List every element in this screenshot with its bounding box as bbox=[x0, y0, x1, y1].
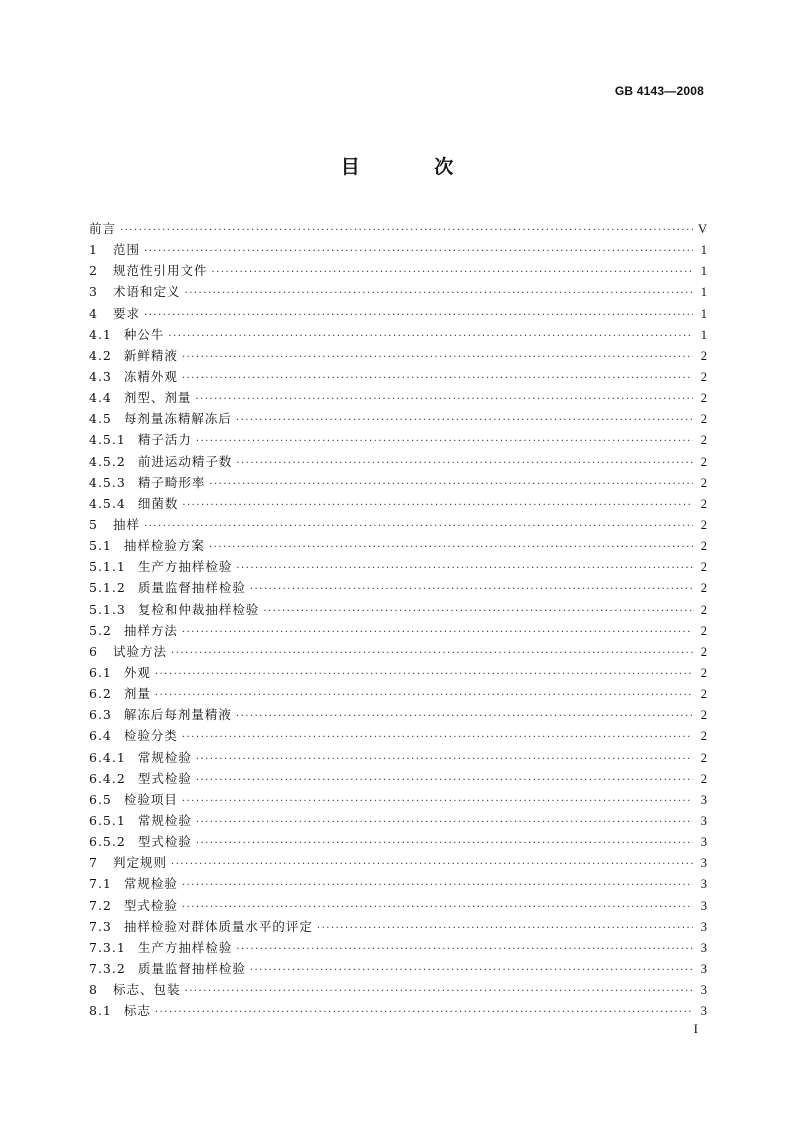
toc-leader-dots bbox=[196, 817, 693, 828]
toc-entry-number: 7.1 bbox=[89, 876, 112, 892]
toc-entry-number: 6 bbox=[89, 643, 98, 659]
toc-entry[interactable] bbox=[89, 980, 707, 1001]
toc-entry-page: 2 bbox=[700, 581, 707, 596]
toc-entry[interactable] bbox=[89, 811, 707, 832]
toc-entry-page: 2 bbox=[700, 475, 707, 490]
page-number: I bbox=[693, 1021, 698, 1036]
toc-leader-dots bbox=[144, 246, 693, 257]
page-title: 目 次 bbox=[340, 156, 488, 178]
toc-entry[interactable] bbox=[89, 325, 707, 346]
toc-entry-page: 2 bbox=[700, 729, 707, 744]
toc-entry-title: 质量监督抽样检验 bbox=[137, 580, 246, 596]
toc-entry-title: 试验方法 bbox=[113, 643, 168, 659]
toc-entry-number: 7.3.2 bbox=[89, 960, 126, 976]
toc-entry-title: 型式检验 bbox=[137, 770, 192, 786]
toc-entry-number: 5.1.1 bbox=[89, 559, 126, 575]
toc-entry-number: 4.5 bbox=[89, 411, 112, 427]
toc-entry-title: 剂型、剂量 bbox=[123, 390, 192, 406]
toc-entry-title: 质量监督抽样检验 bbox=[137, 960, 246, 976]
toc-leader-dots bbox=[263, 606, 693, 617]
toc-entry[interactable] bbox=[89, 219, 707, 240]
toc-entry-page: 2 bbox=[700, 750, 707, 765]
toc-leader-dots bbox=[236, 563, 693, 574]
toc-entry-page: 2 bbox=[700, 623, 707, 638]
toc-entry-number: 7.2 bbox=[89, 897, 112, 913]
toc-entry[interactable] bbox=[89, 388, 707, 409]
toc-entry-title: 型式检验 bbox=[137, 834, 192, 850]
toc-entry[interactable] bbox=[89, 557, 707, 578]
toc-entry-title: 前言 bbox=[89, 221, 117, 236]
toc-entry-title: 常规检验 bbox=[137, 749, 192, 765]
toc-entry-number: 5.2 bbox=[89, 622, 112, 638]
toc-leader-dots bbox=[196, 754, 693, 765]
toc-leader-dots bbox=[185, 288, 693, 299]
toc-entry[interactable] bbox=[89, 430, 707, 451]
toc-entry-title: 生产方抽样检验 bbox=[137, 559, 233, 575]
toc-entry[interactable] bbox=[89, 367, 707, 388]
toc-leader-dots bbox=[236, 458, 693, 469]
toc-entry-number: 5.1 bbox=[89, 538, 112, 554]
toc-leader-dots bbox=[250, 965, 693, 976]
toc-entry-page: 3 bbox=[700, 813, 707, 828]
toc-entry-title: 标志、包装 bbox=[113, 982, 181, 998]
toc-entry-title: 抽样检验方案 bbox=[123, 538, 205, 554]
toc-entry-page: 3 bbox=[700, 919, 707, 934]
toc-entry-number: 6.5.2 bbox=[89, 834, 126, 850]
toc-entry-page: 3 bbox=[700, 877, 707, 892]
toc-entry-page: V bbox=[697, 222, 707, 236]
toc-entry-page: 1 bbox=[700, 243, 707, 258]
toc-entry[interactable] bbox=[89, 790, 707, 811]
toc-entry[interactable] bbox=[89, 578, 707, 599]
toc-entry[interactable] bbox=[89, 494, 707, 515]
toc-entry-number: 4.5.1 bbox=[89, 432, 126, 448]
toc-entry-title: 抽样方法 bbox=[123, 622, 178, 638]
toc-entry-title: 要求 bbox=[113, 305, 141, 321]
toc-entry[interactable] bbox=[89, 600, 707, 621]
toc-entry[interactable] bbox=[89, 917, 707, 938]
toc-entry-page: 1 bbox=[700, 285, 707, 300]
toc-entry[interactable] bbox=[89, 959, 707, 980]
toc-leader-dots bbox=[236, 944, 693, 955]
toc-entry[interactable] bbox=[89, 282, 707, 303]
toc-entry-number: 6.5 bbox=[89, 791, 112, 807]
toc-entry[interactable] bbox=[89, 769, 707, 790]
toc-entry-title: 复检和仲裁抽样检验 bbox=[137, 601, 260, 617]
toc-entry-page: 3 bbox=[700, 898, 707, 913]
toc-entry[interactable] bbox=[89, 1001, 707, 1022]
toc-entry-title: 范围 bbox=[113, 242, 141, 258]
toc-entry-number: 6.3 bbox=[89, 707, 112, 723]
toc-leader-dots bbox=[185, 986, 693, 997]
toc-entry[interactable] bbox=[89, 874, 707, 895]
toc-entry-number: 7 bbox=[89, 855, 98, 871]
toc-entry-title: 精子活力 bbox=[137, 432, 192, 448]
toc-entry[interactable] bbox=[89, 705, 707, 726]
standard-code: GB 4143—2008 bbox=[614, 84, 704, 98]
toc-entry-page: 3 bbox=[700, 983, 707, 998]
toc-entry-page: 2 bbox=[700, 496, 707, 511]
toc-entry-page: 3 bbox=[700, 1004, 707, 1019]
toc-leader-dots bbox=[182, 373, 693, 384]
toc-entry-title: 常规检验 bbox=[123, 876, 178, 892]
toc-entry[interactable] bbox=[89, 261, 707, 282]
toc-entry-number: 4 bbox=[89, 305, 98, 321]
toc-entry-title: 规范性引用文件 bbox=[113, 263, 208, 279]
toc-entry[interactable] bbox=[89, 452, 707, 473]
toc-entry-number: 5.1.3 bbox=[89, 601, 126, 617]
toc-entry-page: 2 bbox=[700, 539, 707, 554]
toc-entry[interactable] bbox=[89, 473, 707, 494]
toc-entry[interactable] bbox=[89, 621, 707, 642]
toc-entry-number: 8.1 bbox=[89, 1003, 112, 1019]
toc-entry-page: 2 bbox=[700, 665, 707, 680]
toc-leader-dots bbox=[168, 331, 693, 342]
toc-entry-page: 2 bbox=[700, 454, 707, 469]
toc-leader-dots bbox=[155, 669, 693, 680]
toc-entry-number: 7.3 bbox=[89, 918, 112, 934]
toc-entry-title: 判定规则 bbox=[113, 855, 168, 871]
toc-leader-dots bbox=[236, 415, 693, 426]
toc-entry-page: 2 bbox=[700, 708, 707, 723]
toc-leader-dots bbox=[144, 521, 693, 532]
toc-entry-title: 标志 bbox=[123, 1003, 151, 1019]
toc-entry-number: 6.2 bbox=[89, 686, 112, 702]
toc-entry-number: 7.3.1 bbox=[89, 939, 126, 955]
toc-leader-dots bbox=[196, 775, 693, 786]
toc-leader-dots bbox=[196, 838, 693, 849]
toc-entry-title: 新鲜精液 bbox=[123, 347, 178, 363]
toc-entry[interactable] bbox=[89, 515, 707, 536]
toc-entry-number: 6.4 bbox=[89, 728, 112, 744]
toc-entry-page: 1 bbox=[700, 306, 707, 321]
toc-entry[interactable] bbox=[89, 938, 707, 959]
toc-entry-page: 2 bbox=[700, 644, 707, 659]
toc-entry-number: 2 bbox=[89, 263, 98, 279]
toc-leader-dots bbox=[196, 436, 693, 447]
toc-leader-dots bbox=[171, 648, 693, 659]
toc-entry-page: 2 bbox=[700, 412, 707, 427]
toc-entry-number: 5.1.2 bbox=[89, 580, 126, 596]
toc-entry-title: 解冻后每剂量精液 bbox=[123, 707, 232, 723]
toc-entry-title: 外观 bbox=[123, 664, 151, 680]
toc-entry-page: 2 bbox=[700, 348, 707, 363]
toc-entry-page: 3 bbox=[700, 940, 707, 955]
toc-entry-title: 种公牛 bbox=[123, 326, 165, 342]
toc-entry-title: 细菌数 bbox=[137, 495, 179, 511]
toc-entry-title: 常规检验 bbox=[137, 812, 192, 828]
toc-leader-dots bbox=[236, 711, 693, 722]
toc-entry[interactable] bbox=[89, 304, 707, 325]
toc-entry-number: 1 bbox=[89, 242, 98, 258]
toc-entry-number: 4.3 bbox=[89, 368, 112, 384]
toc-leader-dots bbox=[250, 584, 693, 595]
toc-entry-page: 3 bbox=[700, 835, 707, 850]
toc-entry-number: 4.5.3 bbox=[89, 474, 126, 490]
toc-leader-dots bbox=[171, 859, 693, 870]
toc-entry[interactable] bbox=[89, 663, 707, 684]
toc-leader-dots bbox=[144, 310, 693, 321]
toc-entry-page: 2 bbox=[700, 433, 707, 448]
toc-leader-dots bbox=[212, 267, 693, 278]
toc-entry-title: 每剂量冻精解冻后 bbox=[123, 411, 232, 427]
toc-leader-dots bbox=[120, 225, 693, 236]
toc-leader-dots bbox=[182, 352, 693, 363]
toc-entry-title: 型式检验 bbox=[123, 897, 178, 913]
toc-entry-page: 2 bbox=[700, 391, 707, 406]
toc-entry[interactable] bbox=[89, 642, 707, 663]
toc-leader-dots bbox=[182, 902, 693, 913]
toc-leader-dots bbox=[195, 394, 693, 405]
toc-entry-title: 冻精外观 bbox=[123, 368, 178, 384]
toc-entry-number: 6.4.1 bbox=[89, 749, 126, 765]
toc-entry-page: 2 bbox=[700, 560, 707, 575]
table-of-contents bbox=[89, 219, 707, 1022]
toc-entry-page: 1 bbox=[700, 264, 707, 279]
toc-entry[interactable] bbox=[89, 726, 707, 747]
toc-entry-title: 术语和定义 bbox=[113, 284, 181, 300]
toc-leader-dots bbox=[209, 479, 693, 490]
toc-entry-page: 2 bbox=[700, 771, 707, 786]
toc-entry[interactable] bbox=[89, 409, 707, 430]
toc-entry-page: 2 bbox=[700, 687, 707, 702]
toc-entry-page: 3 bbox=[700, 961, 707, 976]
toc-entry[interactable] bbox=[89, 896, 707, 917]
toc-entry-number: 4.5.2 bbox=[89, 453, 126, 469]
toc-entry-title: 生产方抽样检验 bbox=[137, 939, 233, 955]
toc-entry-number: 8 bbox=[89, 982, 98, 998]
toc-leader-dots bbox=[209, 542, 693, 553]
toc-entry-page: 3 bbox=[700, 792, 707, 807]
toc-leader-dots bbox=[182, 732, 693, 743]
toc-entry-page: 1 bbox=[700, 327, 707, 342]
toc-entry-number: 6.1 bbox=[89, 664, 112, 680]
toc-entry[interactable] bbox=[89, 684, 707, 705]
toc-entry-number: 3 bbox=[89, 284, 98, 300]
toc-entry-number: 4.5.4 bbox=[89, 495, 126, 511]
toc-leader-dots bbox=[182, 500, 693, 511]
toc-leader-dots bbox=[182, 627, 693, 638]
toc-entry-page: 3 bbox=[700, 856, 707, 871]
toc-entry-number: 5 bbox=[89, 516, 98, 532]
toc-entry-number: 6.4.2 bbox=[89, 770, 126, 786]
toc-entry-page: 2 bbox=[700, 369, 707, 384]
toc-entry[interactable] bbox=[89, 240, 707, 261]
toc-entry[interactable] bbox=[89, 748, 707, 769]
toc-entry[interactable] bbox=[89, 346, 707, 367]
toc-entry-title: 抽样检验对群体质量水平的评定 bbox=[123, 918, 313, 934]
toc-entry[interactable] bbox=[89, 536, 707, 557]
toc-entry-number: 6.5.1 bbox=[89, 812, 126, 828]
toc-entry-title: 检验项目 bbox=[123, 791, 178, 807]
toc-entry-number: 4.1 bbox=[89, 326, 112, 342]
toc-entry[interactable] bbox=[89, 832, 707, 853]
toc-entry-title: 剂量 bbox=[123, 686, 151, 702]
toc-leader-dots bbox=[155, 1007, 693, 1018]
toc-entry-title: 前进运动精子数 bbox=[137, 453, 233, 469]
toc-entry-number: 4.4 bbox=[89, 390, 112, 406]
toc-entry[interactable] bbox=[89, 853, 707, 874]
toc-entry-number: 4.2 bbox=[89, 347, 112, 363]
toc-entry-title: 抽样 bbox=[113, 516, 141, 532]
toc-entry-title: 检验分类 bbox=[123, 728, 178, 744]
toc-leader-dots bbox=[182, 880, 693, 891]
toc-leader-dots bbox=[155, 690, 693, 701]
toc-entry-page: 2 bbox=[700, 602, 707, 617]
toc-leader-dots bbox=[182, 796, 693, 807]
toc-leader-dots bbox=[317, 923, 693, 934]
toc-entry-page: 2 bbox=[700, 517, 707, 532]
toc-entry-title: 精子畸形率 bbox=[137, 474, 206, 490]
